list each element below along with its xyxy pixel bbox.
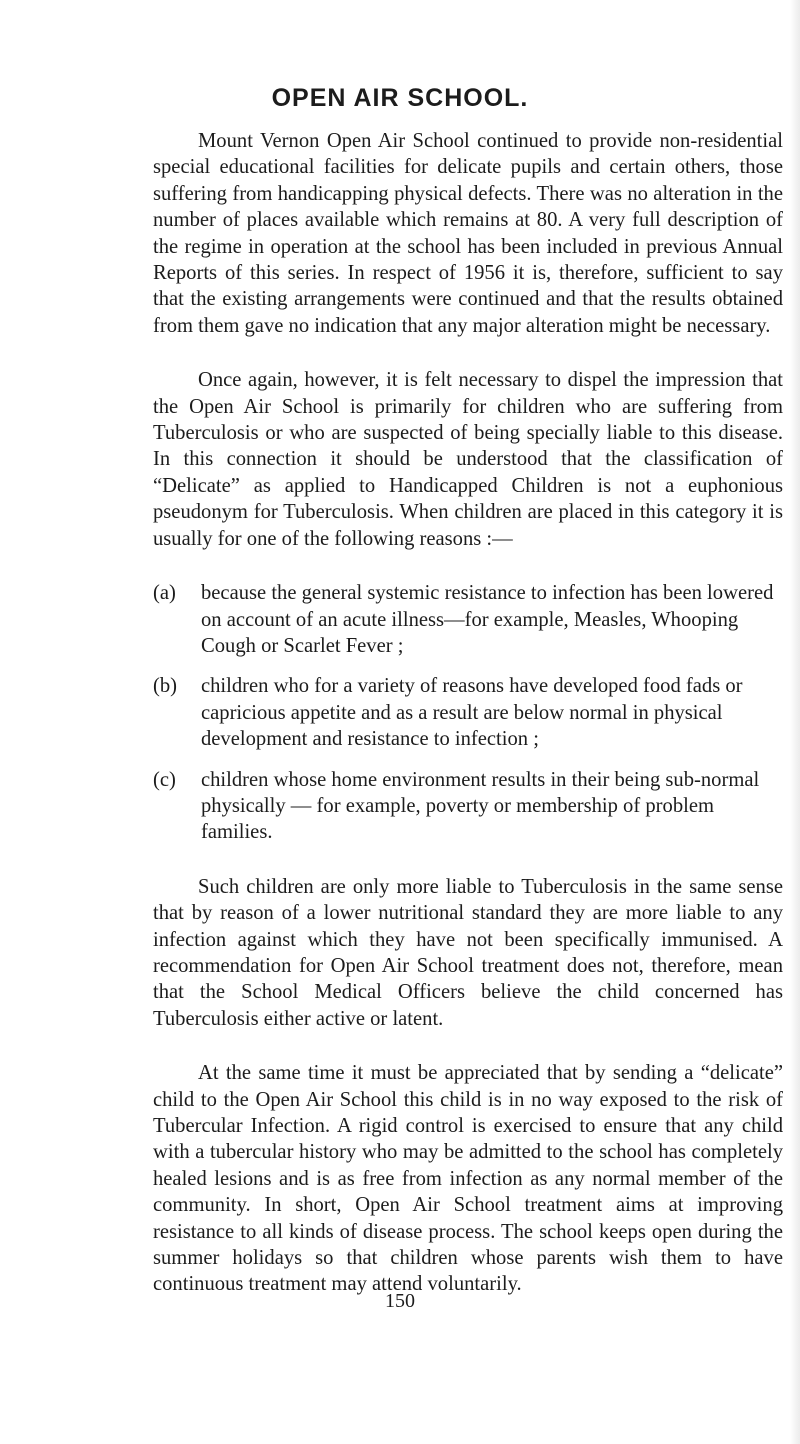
paragraph: Once again, however, it is felt necessary to dispel the impression that the Open Air School is primarily for children who are suffering from Tuberculosis or who are suspected of being specially liable to this disease. In this connection it should be understood that the classification of “Delicate” as applied to Handicapped Children is not a euphonious pseudonym for Tuberculosis. When children are placed in this category it is usually for one of the following reasons :— xyxy=(153,369,783,550)
list-item xyxy=(153,767,783,846)
page-number: 150 xyxy=(385,1290,415,1312)
paragraph: Mount Vernon Open Air School continued to provide non-residential special educational facilities for delicate pupils and certain others, those suffering from handicapping physical defects. There was no alteration in the number of places available which remains at 80. A very full description of the regime in operation at the school has been included in previous Annual Reports of this series. In respect of 1956 it is, therefore, sufficient to say that the existing arrangements were continued and that the results obtained from them gave no indication that any major alteration might be necessary. xyxy=(153,130,783,337)
reasons-list xyxy=(153,580,783,846)
list-item xyxy=(153,580,783,659)
document-body xyxy=(153,128,783,1326)
list-marker: (c) xyxy=(153,768,176,791)
paragraph: Such children are only more liable to Tuberculosis in the same sense that by reason of a lower nutritional standard they are more liable to any infection against which they have not been specifically immunised. A recommendation for Open Air School treatment does not, therefore, mean that the School Medical Officers believe the child concerned has Tuberculosis either active or latent. xyxy=(153,875,783,1030)
page-title: OPEN AIR SCHOOL. xyxy=(271,84,529,112)
list-marker: (b) xyxy=(153,675,178,698)
paragraph: At the same time it must be appreciated that by sending a “delicate” child to the Open Air School this child is in no way exposed to the risk of Tubercular Infection. A rigid control is exercised to ensure that any child with a tubercular history who may be admitted to the school has completely healed lesions and is as free from infection as any normal member of the community. In short, Open Air School treatment aims at improving resistance to all kinds of disease process. The school keeps open during the summer holidays so that children whose parents wish them to have continuous treatment may attend voluntarily. xyxy=(153,1062,783,1296)
list-marker: (a) xyxy=(153,582,176,605)
list-item-text: children whose home environment results in their being sub-normal physically — for example, poverty or membership of problem families. xyxy=(201,768,760,844)
page-edge-shadow xyxy=(790,0,800,1444)
list-item-text: children who for a variety of reasons have developed food fads or capricious appetite and as a result are below normal in physical development and resistance to infection ; xyxy=(201,675,743,751)
list-item-text: because the general systemic resistance to infection has been lowered on account of an acute illness—for example, Measles, Whooping Cough or Scarlet Fever ; xyxy=(201,582,774,657)
list-item xyxy=(153,673,783,752)
